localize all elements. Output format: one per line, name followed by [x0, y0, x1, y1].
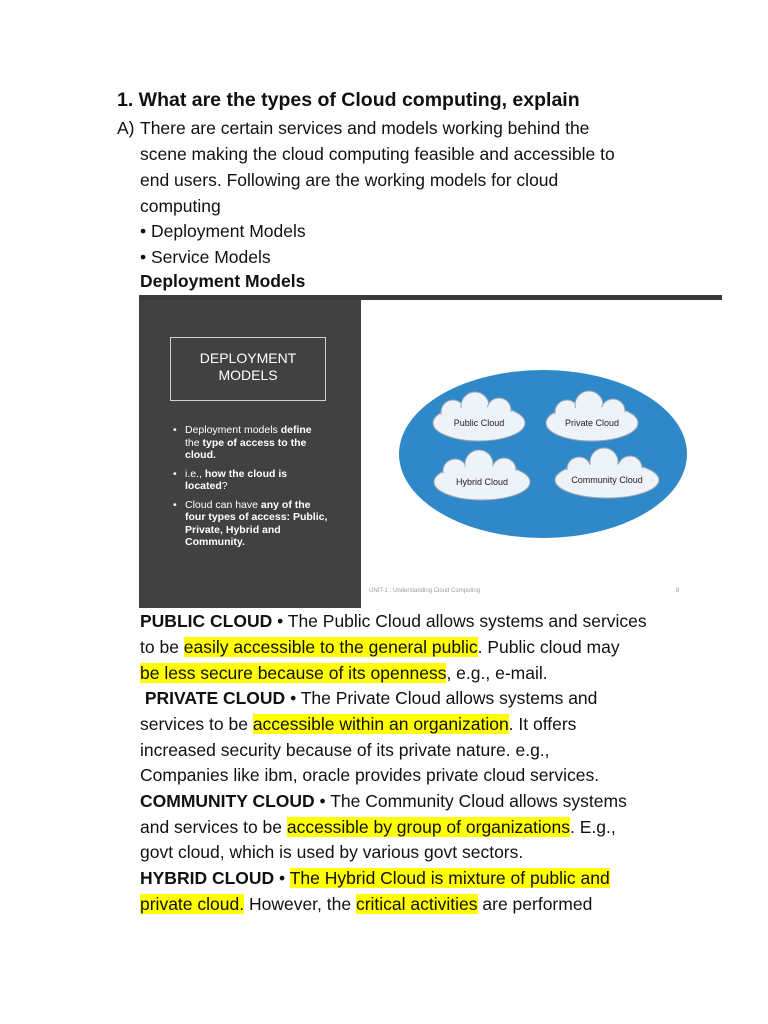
highlighted-text: The Hybrid Cloud is mixture of public and — [289, 868, 610, 888]
slide-bullet — [173, 424, 348, 462]
paragraph-text: However, the — [244, 894, 356, 914]
private-cloud-line — [140, 688, 597, 709]
paragraph-text: . E.g., — [569, 817, 616, 837]
highlighted-text: accessible by group of organizations — [286, 817, 570, 837]
slide-title-line: MODELS — [218, 367, 278, 383]
community-cloud-term: COMMUNITY CLOUD — [140, 791, 315, 811]
slide-bullet — [173, 499, 348, 549]
paragraph-text: • The Community Cloud allows systems — [314, 791, 627, 811]
answer-line: computing — [140, 196, 221, 216]
paragraph-text: to be — [140, 637, 184, 657]
slide-bullets — [173, 424, 348, 555]
deployment-models-heading: Deployment Models — [140, 271, 306, 291]
question-title: 1. What are the types of Cloud computing, explain — [117, 89, 580, 111]
paragraph-text: , e.g., e-mail. — [446, 663, 548, 683]
highlighted-text: be less secure because of its openness — [140, 663, 447, 683]
cloud-label-public: Public Cloud — [453, 418, 505, 428]
slide-bullet-bold: how the cloud is — [204, 467, 288, 480]
community-cloud-line — [140, 791, 627, 812]
public-cloud-line — [140, 663, 548, 684]
slide-footer: UNIT-1 : Understanding Cloud Computing — [369, 588, 481, 594]
paragraph-text: • The Private Cloud allows systems and — [285, 688, 598, 708]
slide-bullet-bold: define — [280, 424, 312, 436]
public-cloud-term: PUBLIC CLOUD — [140, 611, 273, 631]
answer-line: end users. Following are the working models for cloud — [140, 170, 559, 190]
slide-bullet-bold: type of access to the — [202, 436, 307, 449]
hybrid-cloud-term: HYBRID CLOUD — [140, 868, 275, 888]
slide-bullet-text: i.e., — [185, 467, 205, 480]
slide-title-box — [170, 337, 326, 401]
slide-bullet-bold: four types of access: Public, — [185, 511, 328, 523]
answer-line: scene making the cloud computing feasible and accessible to — [140, 144, 615, 164]
bullet-service-models: • Service Models — [140, 247, 271, 267]
slide-page-number: 8 — [676, 588, 680, 594]
slide-bullet-bold: Community. — [185, 536, 245, 548]
bullet-dot: • — [173, 498, 177, 511]
cloud-label-private: Private Cloud — [564, 418, 620, 428]
slide-bullet-text: Deployment models — [185, 424, 281, 436]
paragraph-text: services to be — [140, 714, 253, 734]
public-cloud-line — [140, 611, 647, 632]
slide-bullet-bold: located — [185, 480, 222, 492]
highlighted-text: easily accessible to the general public — [183, 637, 478, 657]
cloud-types-diagram — [397, 368, 689, 540]
paragraph-text: . Public cloud may — [477, 637, 620, 657]
hybrid-cloud-line — [140, 868, 610, 889]
cloud-label-hybrid: Hybrid Cloud — [455, 477, 509, 487]
slide-bullet-text: ? — [221, 480, 228, 492]
private-cloud-line — [140, 714, 576, 735]
public-cloud-line — [140, 637, 620, 658]
hybrid-cloud-line — [140, 894, 592, 915]
paragraph-text: . It offers — [508, 714, 577, 734]
bullet-deployment-models: • Deployment Models — [140, 221, 306, 241]
cloud-label-community: Community Cloud — [571, 475, 643, 485]
slide-bullet-text: Cloud can have — [185, 498, 261, 511]
deployment-models-slide — [139, 295, 722, 608]
paragraph-text: are performed — [477, 894, 593, 914]
slide-bullet-text: the — [185, 436, 203, 449]
slide-left-panel — [139, 300, 361, 608]
paragraph-text: and services to be — [140, 817, 287, 837]
highlighted-text: private cloud. — [140, 894, 245, 914]
paragraph-text: • The Public Cloud allows systems and services — [272, 611, 647, 631]
slide-bullet — [173, 468, 348, 493]
slide-bullet-bold: Private, Hybrid and — [185, 523, 281, 536]
bullet-dot: • — [173, 424, 177, 436]
community-cloud-line — [140, 817, 616, 838]
community-cloud-line: govt cloud, which is used by various govt sectors. — [140, 842, 524, 862]
private-cloud-line: Companies like ibm, oracle provides private cloud services. — [140, 765, 600, 785]
slide-bullet-bold: any of the — [260, 498, 311, 511]
slide-bullet-bold: cloud. — [185, 449, 216, 461]
private-cloud-term: PRIVATE CLOUD — [144, 688, 286, 708]
answer-label: A) — [117, 118, 135, 138]
answer-line: There are certain services and models working behind the — [140, 118, 590, 138]
bullet-dot: • — [173, 467, 177, 480]
paragraph-text: • — [274, 868, 290, 888]
slide-title-line: DEPLOYMENT — [199, 350, 297, 366]
blue-ellipse — [399, 370, 687, 538]
highlighted-text: accessible within an organization — [252, 714, 509, 734]
private-cloud-line: increased security because of its private nature. e.g., — [140, 740, 550, 760]
highlighted-text: critical activities — [355, 894, 478, 914]
